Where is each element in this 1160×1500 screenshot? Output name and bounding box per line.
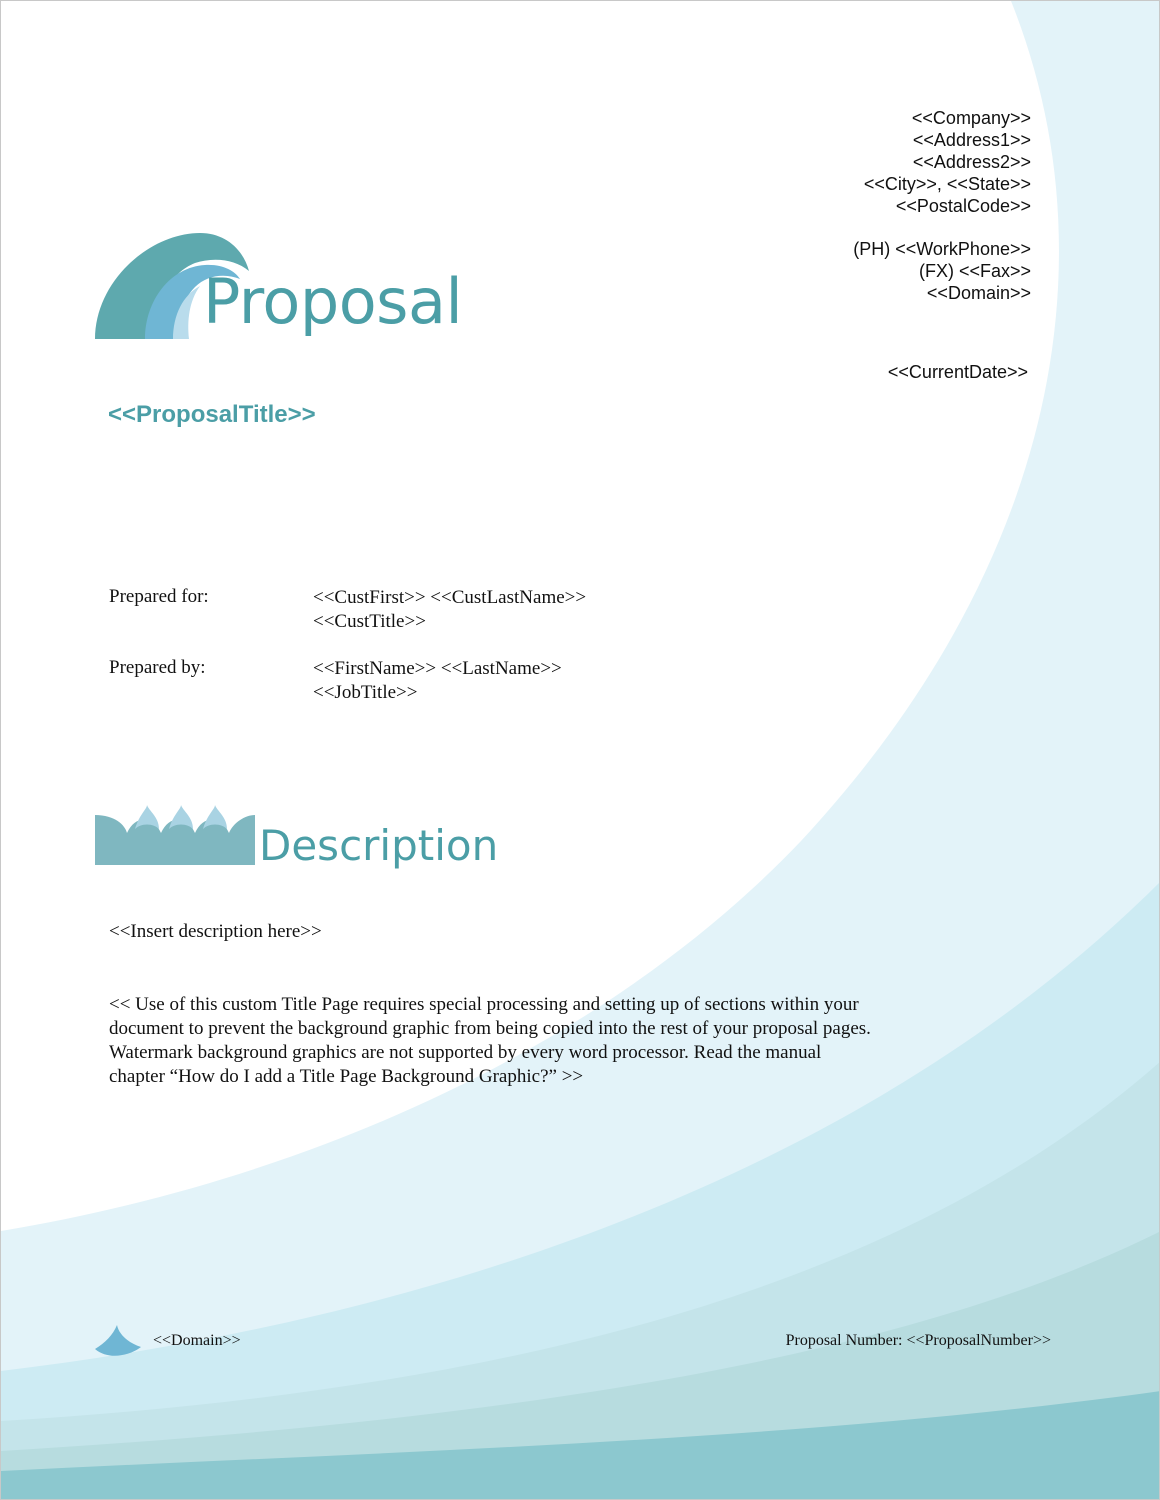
company-field: <<Company>> (911, 108, 1031, 128)
author-name: <<FirstName>> <<LastName>> (313, 658, 562, 679)
address1-field: <<Address1>> (912, 130, 1031, 150)
description-note: << Use of this custom Title Page requires special processing and setting up of sections within your document to prevent the background graphic from being copied into the rest of your proposal pages. Watermark background graphics are not supported by every word processor. Read the manual chapter “How do I add a Title Page Background Graphic?” >> (109, 994, 871, 1087)
postal-code-field: <<PostalCode>> (895, 196, 1031, 216)
proposal-number: Proposal Number: <<ProposalNumber>> (785, 1332, 1051, 1349)
footer-domain: <<Domain>> (153, 1332, 241, 1349)
sender-address-block (853, 107, 1031, 304)
prepared-by-value (313, 657, 562, 705)
domain-field: <<Domain>> (926, 283, 1031, 303)
phone-field: (PH) <<WorkPhone>> (853, 239, 1031, 259)
customer-title: <<CustTitle>> (313, 611, 426, 632)
current-date: <<CurrentDate>> (887, 362, 1028, 382)
address2-field: <<Address2>> (912, 152, 1031, 172)
author-title: <<JobTitle>> (313, 682, 418, 703)
proposal-title: <<ProposalTitle>> (108, 401, 316, 428)
waves-section-icon (95, 805, 255, 867)
prepared-for-label: Prepared for: (109, 586, 209, 607)
city-state-field: <<City>>, <<State>> (863, 174, 1031, 194)
prepared-by-label: Prepared by: (109, 657, 206, 678)
droplet-icon (95, 1325, 143, 1359)
fax-field: (FX) <<Fax>> (918, 261, 1031, 281)
description-insert-text: <<Insert description here>> (109, 921, 322, 942)
description-heading: Description (259, 821, 499, 870)
prepared-for-value (313, 586, 586, 634)
proposal-logo-word: Proposal (203, 265, 463, 338)
customer-name: <<CustFirst>> <<CustLastName>> (313, 587, 587, 608)
